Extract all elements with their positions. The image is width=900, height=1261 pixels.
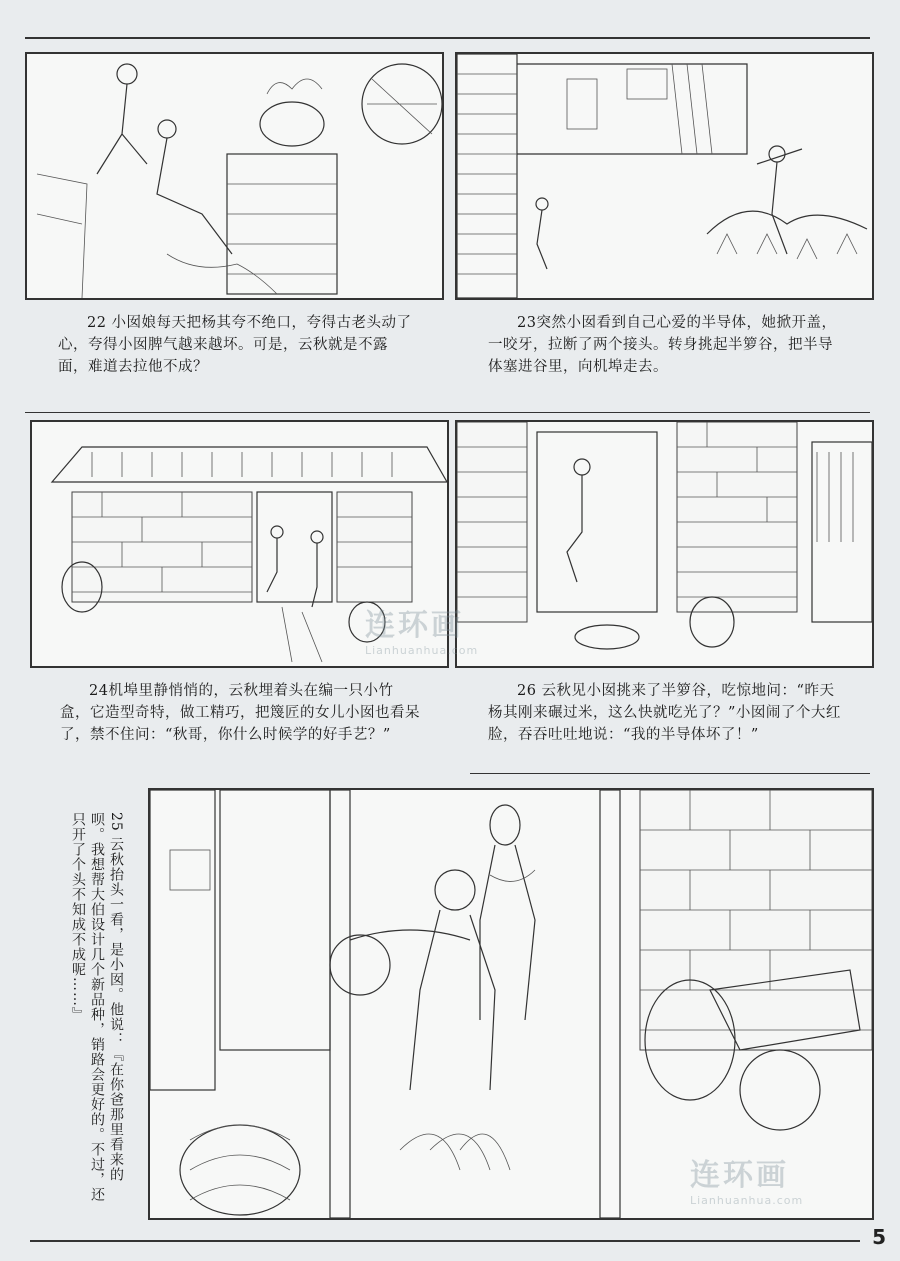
panel-23-illustration (455, 52, 874, 300)
watermark-logo-2: 连环画 Lianhuanhua.com (690, 1158, 804, 1207)
page-number: 5 (872, 1225, 886, 1249)
panel-22-illustration (25, 52, 444, 300)
courtyard-scene-drawing (457, 54, 872, 298)
pump-house-doorway-drawing (457, 422, 872, 666)
panel-23-caption: 23突然小囡看到自己心爱的半导体，她掀开盖，一咬牙，拉断了两个接头。转身挑起半箩谷，把半导体塞进谷里，向机埠走去。 (488, 315, 837, 375)
panel-25-caption: 25 云秋抬头一看，是小囡。他说：『在你爸那里看来的呗。我想帮大伯设计几个新品种，销路会更好的。不过，还只开了个头不知成不成呢……』 (70, 812, 124, 1202)
panel-24-caption: 24机埠里静悄悄的，云秋埋着头在编一只小竹盒，它造型奇特，做工精巧，把篾匠的女儿小囡也看呆了，禁不住问：“秋哥，你什么时候学的好手艺？” (60, 683, 420, 743)
row2-rule (470, 773, 870, 774)
row1-rule (25, 412, 870, 413)
panel-26-illustration (455, 420, 874, 668)
top-rule (25, 37, 870, 39)
panel-26-caption: 26 云秋见小囡挑来了半箩谷，吃惊地问：“昨天杨其刚来碾过米，这么快就吃光了？”小囡闹了个大红脸，吞吞吐吐地说：“我的半导体坏了！” (488, 683, 841, 743)
kitchen-scene-drawing (27, 54, 442, 298)
bottom-rule (30, 1240, 860, 1242)
panel-22-caption: 22 小囡娘每天把杨其夸不绝口，夸得古老头动了心，夸得小囡脾气越来越坏。可是，云秋就是不露面，难道去拉他不成？ (58, 315, 412, 375)
watermark-logo-1: 连环画 Lianhuanhua.com (365, 608, 479, 657)
